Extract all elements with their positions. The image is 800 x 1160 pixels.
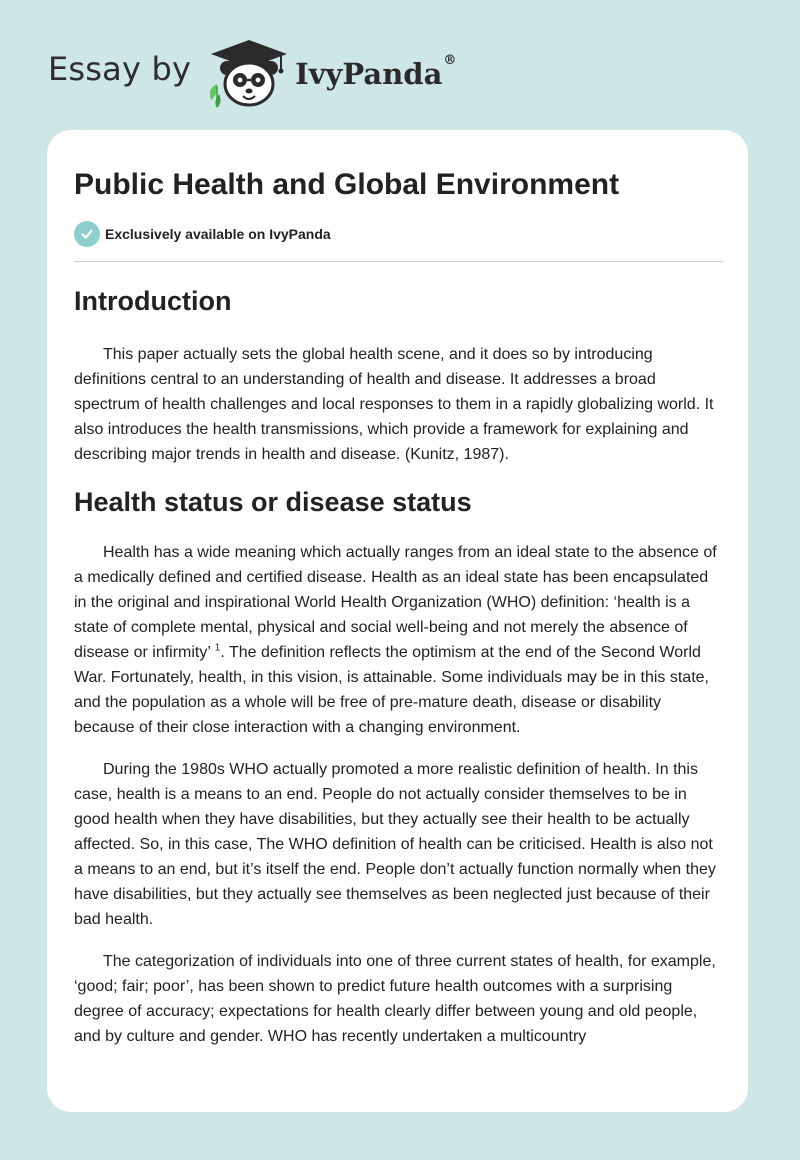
section-heading-introduction: Introduction: [74, 286, 232, 316]
article-card: [47, 130, 748, 1112]
brand-header: [48, 36, 456, 108]
footnote-ref[interactable]: 1: [214, 642, 221, 654]
introduction-paragraph: This paper actually sets the global health scene, and it does so by introducing definitions central to an understanding of health and disease. It addresses a broad spectrum of health challenges and local responses to them in a rapidly globalizing world. It also introduces the health transmissions, which provide a framework for explaining and describing major trends in health and disease. (Kunitz, 1987).: [74, 346, 714, 463]
brand-name: IvyPanda®: [295, 53, 457, 91]
checkmark-icon: [74, 221, 100, 247]
title-divider: [74, 261, 723, 262]
health-status-paragraph-3: The categorization of individuals into one of three current states of health, for example, ‘good; fair; poor’, has been shown to predict future health outcomes with a surprising degree of accuracy; expectations for health clearly differ between young and old people, and by culture and gender. WHO has recently undertaken a multicountry: [74, 953, 716, 1045]
brand-prefix: Essay by: [48, 50, 192, 88]
health-status-paragraph-1: Health has a wide meaning which actually ranges from an ideal state to the absence of a medically defined and certified disease. Health as an ideal state has been encapsulated in the original and inspirational World Health Organization (WHO) definition: ‘health is a state of complete mental, physical and social well-being and not merely the absence of disease or infirmity’ $^1$. The definition reflects the optimism at the end of the Second World War. Fortunately, health, in this vision, is attainable. Some individuals may be in this state, and the population as a whole will be free of pre-mature death, disease or disability because of their close interaction with a changing environment.: [74, 544, 717, 736]
exclusive-label: Exclusively available on IvyPanda: [105, 226, 331, 242]
health-status-paragraph-2: During the 1980s WHO actually promoted a more realistic definition of health. In this case, health is a means to an end. People do not actually consider themselves to be in good health when they have disabilities, but they actually see their health to be actually affected. So, in this case, The WHO definition of health can be criticised. Health is also not a means to an end, but it’s itself the end. People don’t actually function normally when they have disabilities, but they actually see themselves as been neglected just because of their bad health.: [74, 761, 716, 928]
exclusive-badge: [74, 221, 331, 247]
article-title: Public Health and Global Environment: [74, 168, 620, 201]
panda-logo-icon: [205, 36, 291, 108]
article-body: [74, 283, 723, 1066]
section-heading-health-status: Health status or disease status: [74, 487, 472, 517]
